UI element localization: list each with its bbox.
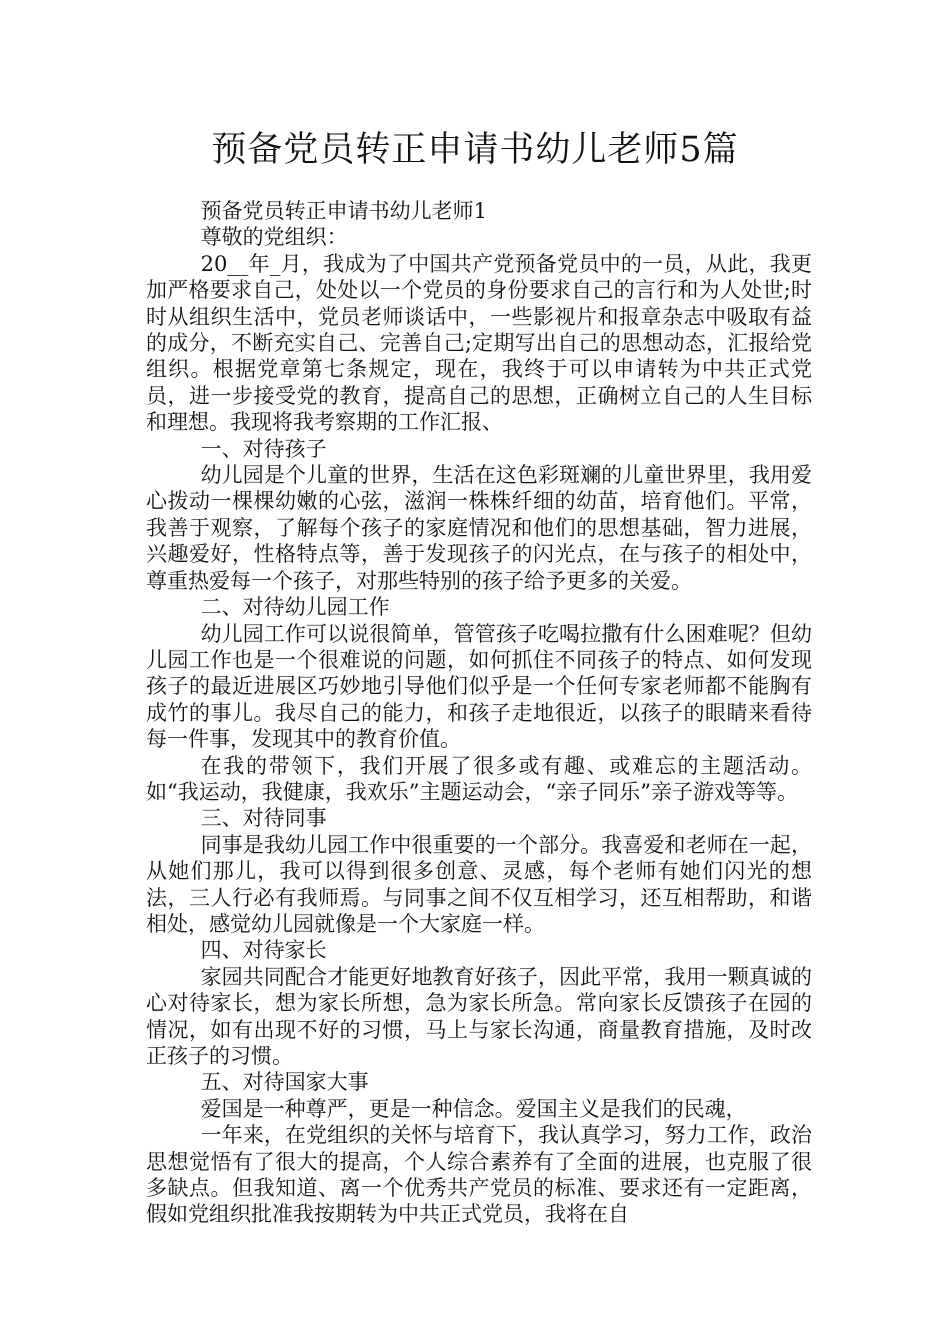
paragraph-parents: 家园共同配合才能更好地教育好孩子，因此平常，我用一颗真诚的心对待家长，想为家长所想，急为家长所急。常向家长反馈孩子在园的情况，如有出现不好的习惯，马上与家长沟通，商量教育措施，及时改正孩子的习惯。 [146, 964, 812, 1068]
paragraph-activities: 在我的带领下，我们开展了很多或有趣、或难忘的主题活动。如“我运动，我健康，我欢乐”主题运动会，“亲子同乐”亲子游戏等等。 [146, 753, 812, 804]
section-heading-colleagues: 三、对待同事 [200, 806, 327, 831]
document-body [146, 198, 812, 1228]
section-heading-parents: 四、对待家长 [200, 938, 327, 963]
paragraph-colleagues: 同事是我幼儿园工作中很重要的一个部分。我喜爱和老师在一起，从她们那儿，我可以得到很多创意、灵感，每个老师有她们闪光的想法，三人行必有我师焉。与同事之间不仅互相学习，还互相帮助，和谐相处，感觉幼儿园就像是一个大家庭一样。 [146, 832, 812, 936]
paragraph-summary: 一年来，在党组织的关怀与培育下，我认真学习，努力工作，政治思想觉悟有了很大的提高，个人综合素养有了全面的进展，也克服了很多缺点。但我知道、离一个优秀共产党员的标准、要求还有一定距离，假如党组织批准我按期转为中共正式党员，我将在自 [146, 1123, 812, 1227]
document-title: 预备党员转正申请书幼儿老师5篇 [211, 130, 739, 170]
paragraph-intro: 20__年_月，我成为了中国共产党预备党员中的一员，从此，我更加严格要求自己，处处以一个党员的身份要求自己的言行和为人处世;时时从组织生活中，党员老师谈话中，一些影视片和报章杂志中吸取有益的成分，不断充实自己、完善自己;定期写出自己的思想动态，汇报给党组织。根据党章第七条规定，现在，我终于可以申请转为中共正式党员，进一步接受党的教育，提高自己的思想，正确树立自己的人生目标和理想。我现将我考察期的工作汇报、 [146, 251, 812, 435]
section-heading-kindergarten-work: 二、对待幼儿园工作 [200, 595, 390, 620]
paragraph-patriotism: 爱国是一种尊严，更是一种信念。爱国主义是我们的民魂， [200, 1096, 747, 1121]
section-heading-national-affairs: 五、对待国家大事 [200, 1070, 369, 1095]
paragraph-children: 幼儿园是个儿童的世界，生活在这色彩斑斓的儿童世界里，我用爱心拨动一棵棵幼嫩的心弦，滋润一株株纤细的幼苗，培育他们。平常，我善于观察，了解每个孩子的家庭情况和他们的思想基础，智力进展，兴趣爱好，性格特点等，善于发现孩子的闪光点，在与孩子的相处中，尊重热爱每一个孩子，对那些特别的孩子给予更多的关爱。 [146, 463, 812, 593]
paragraph-salutation: 尊敬的党组织： [200, 225, 348, 250]
section-heading-children: 一、对待孩子 [200, 436, 327, 461]
paragraph-subtitle: 预备党员转正申请书幼儿老师1 [200, 199, 487, 223]
paragraph-kindergarten-work: 幼儿园工作可以说很简单，管管孩子吃喝拉撒有什么困难呢？但幼儿园工作也是一个很难说的问题，如何抓住不同孩子的特点、如何发现孩子的最近进展区巧妙地引导他们似乎是一个任何专家老师都不能胸有成竹的事儿。我尽自己的能力，和孩子走地很近，以孩子的眼睛来看待每一件事，发现其中的教育价值。 [146, 621, 812, 752]
